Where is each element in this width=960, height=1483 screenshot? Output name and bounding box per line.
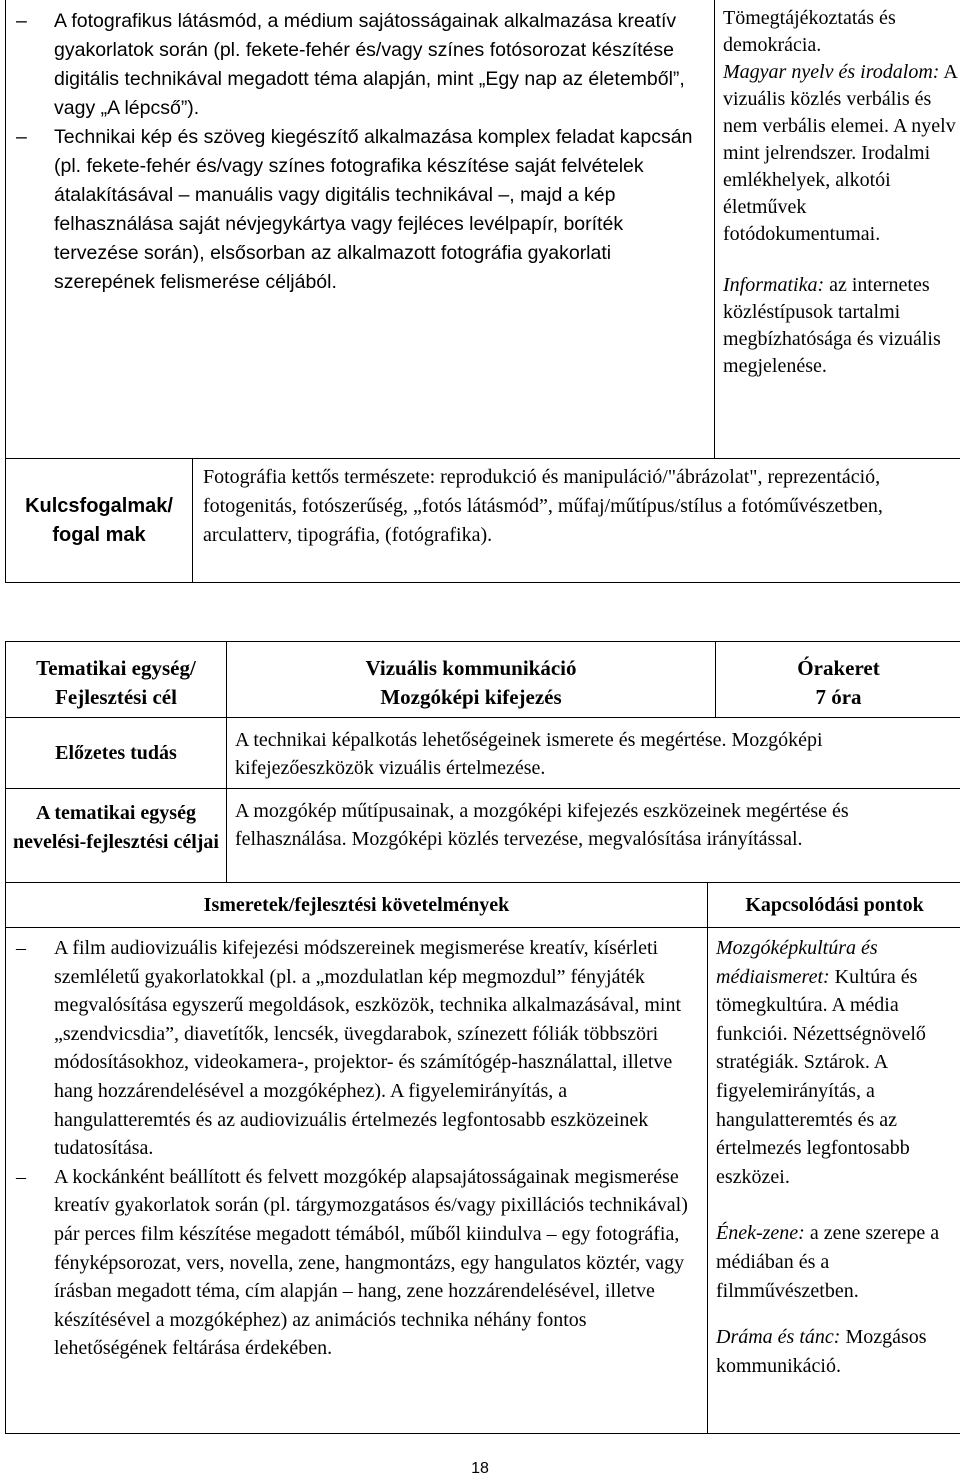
requirement-text: A film audiovizuális kifejezési módszereinek megismerése kreatív, kísérleti szemléletű gyakorlatokkal (pl. a „mozdulatlan kép megmozdul” fényjáték megvalósítása egyszerű megoldások, eszközök, technika alkalmazásával, mint „szendvicsdia”, diavetítők, lencsék, üvegdarabok, színezett fóliák többszöri módosításokhoz, videokamera-, projektor- és számítógép-használattal, illetve hang hozzárendelésével a mozgóképhez). A figyelemirányítás, a hangulatteremtés és az audiovizuális értelmezés legfontosabb eszközeinek tudatosítása. — [54, 937, 682, 1160]
connection-item — [723, 59, 957, 248]
page-number: 18 — [471, 1460, 489, 1477]
keywords-label: Kulcsfogalmak/ fogal mak — [6, 459, 193, 583]
requirement-text: Technikai kép és szöveg kiegészítő alkalmazása komplex feladat kapcsán (pl. fekete-fehér és/vagy színes fotografika készítése saját felvételek átalakításával – manuális vagy digitális technikával –, majd a kép felhasználása saját névjegykártya vagy fejléces levélpapír, boríték tervezése során), elsősorban az alkalmazott fotográfia gyakorlati szerepének felismerése céljából. — [54, 126, 693, 293]
connection-subject: Dráma és tánc: — [716, 1326, 841, 1349]
dash-bullet: – — [16, 937, 26, 959]
unit-title — [227, 642, 716, 718]
connection-lead: Tömegtájékoztatás és demokrácia. — [723, 7, 896, 56]
requirement-text: A kockánként beállított és felvett mozgókép alapsajátosságainak megismerése kreatív gyakorlatok során (pl. tárgymozgatásos és/vagy pixillációs technikával) pár perces film készítése megadott témából, műből kiindulva – egy fotográfia, fényképsorozat, vers, novella, zene, hangmontázs, egy hangulatos köztér, vagy írásban megadott téma, cím alapján – hang, zene hozzárendelésével, illetve készítésével a mozgóképhez) az animációs technika néhány fontos lehetőségének feltárása érdekében. — [54, 1165, 688, 1360]
connection-text: A vizuális közlés verbális és nem verbális elemei. A nyelv mint jelrendszer. Irodalmi emlékhelyek, alkotói életművek fotódokumentumai. — [723, 61, 957, 245]
requirement-text: A fotografikus látásmód, a médium sajátosságainak alkalmazása kreatív gyakorlatok során (pl. fekete-fehér és/vagy színes fotósorozat készítése digitális technikával megadott téma alapján, mint „Egy nap az életemből”, vagy „A lépcső”). — [54, 10, 685, 119]
connection-subject: Magyar nyelv és irodalom: — [723, 61, 940, 83]
connection-subject: Ének-zene: — [716, 1222, 805, 1245]
connection-item — [716, 934, 955, 1191]
hours-cell — [716, 642, 960, 718]
connections-cell — [715, 0, 960, 459]
connection-text: az internetes közléstípusok tartalmi megbízhatósága és vizuális megjelenése. — [723, 274, 941, 377]
connection-text: Mozgásos kommunikáció. — [716, 1326, 927, 1377]
keywords-text: Fotográfia kettős természete: reprodukció és manipuláció/"ábrázolat", reprezentáció, fotogenitás, fotószerűség, „fotós látásmód”, műfaj/műtípus/stílus a fotóművészetben, arculatterv, tipográfia, (fotógrafika). — [193, 459, 960, 583]
connection-subject: Mozgóképkultúra és médiaismeret: — [716, 937, 878, 988]
requirement-item — [16, 123, 710, 297]
connection-text: Kultúra és tömegkultúra. A média funkciói. Nézettségnövelő stratégiák. Sztárok. A figyelemirányítás, a hangulatteremtés és az értelmezés legfontosabb eszközei. — [716, 965, 926, 1188]
requirements-header: Ismeretek/fejlesztési követelmények — [6, 883, 708, 928]
hours-label: Órakeret — [797, 656, 880, 680]
connection-text: a zene szerepe a médiában és a filmművészetben. — [716, 1222, 940, 1302]
prior-knowledge-label: Előzetes tudás — [6, 718, 227, 789]
requirement-item — [16, 7, 710, 123]
hours-value: 7 óra — [815, 685, 862, 709]
connections-header: Kapcsolódási pontok — [708, 883, 960, 928]
connection-item — [716, 1323, 955, 1380]
dash-bullet: – — [16, 126, 27, 148]
unit-label: Tematikai egység/ Fejlesztési cél — [6, 642, 227, 718]
goals-text: A mozgókép műtípusainak, a mozgóképi kifejezés eszközeinek megértése és felhasználása. Mozgóképi közlés tervezése, megvalósítása irányítással. — [227, 789, 960, 883]
requirement-item — [16, 934, 701, 1163]
prior-knowledge-text: A technikai képalkotás lehetőségeinek ismerete és megértése. Mozgóképi kifejezőeszközök vizuális értelmezése. — [227, 718, 960, 789]
goals-label: A tematikai egység nevelési-fejlesztési céljai — [6, 789, 227, 883]
connection-subject: Informatika: — [723, 274, 825, 296]
thematic-unit-table — [5, 641, 960, 1434]
top-requirements-table — [5, 0, 960, 583]
dash-bullet: – — [16, 1165, 26, 1188]
unit-subtitle-line: Mozgóképi kifejezés — [380, 685, 562, 709]
unit-connections-cell — [708, 928, 960, 1434]
unit-requirements-cell — [6, 928, 708, 1434]
requirement-item — [16, 1163, 701, 1363]
dash-bullet: – — [16, 10, 27, 32]
unit-title-line: Vizuális kommunikáció — [365, 656, 577, 680]
requirements-cell — [6, 0, 715, 459]
connection-item — [716, 1219, 955, 1305]
connection-item — [723, 272, 957, 380]
